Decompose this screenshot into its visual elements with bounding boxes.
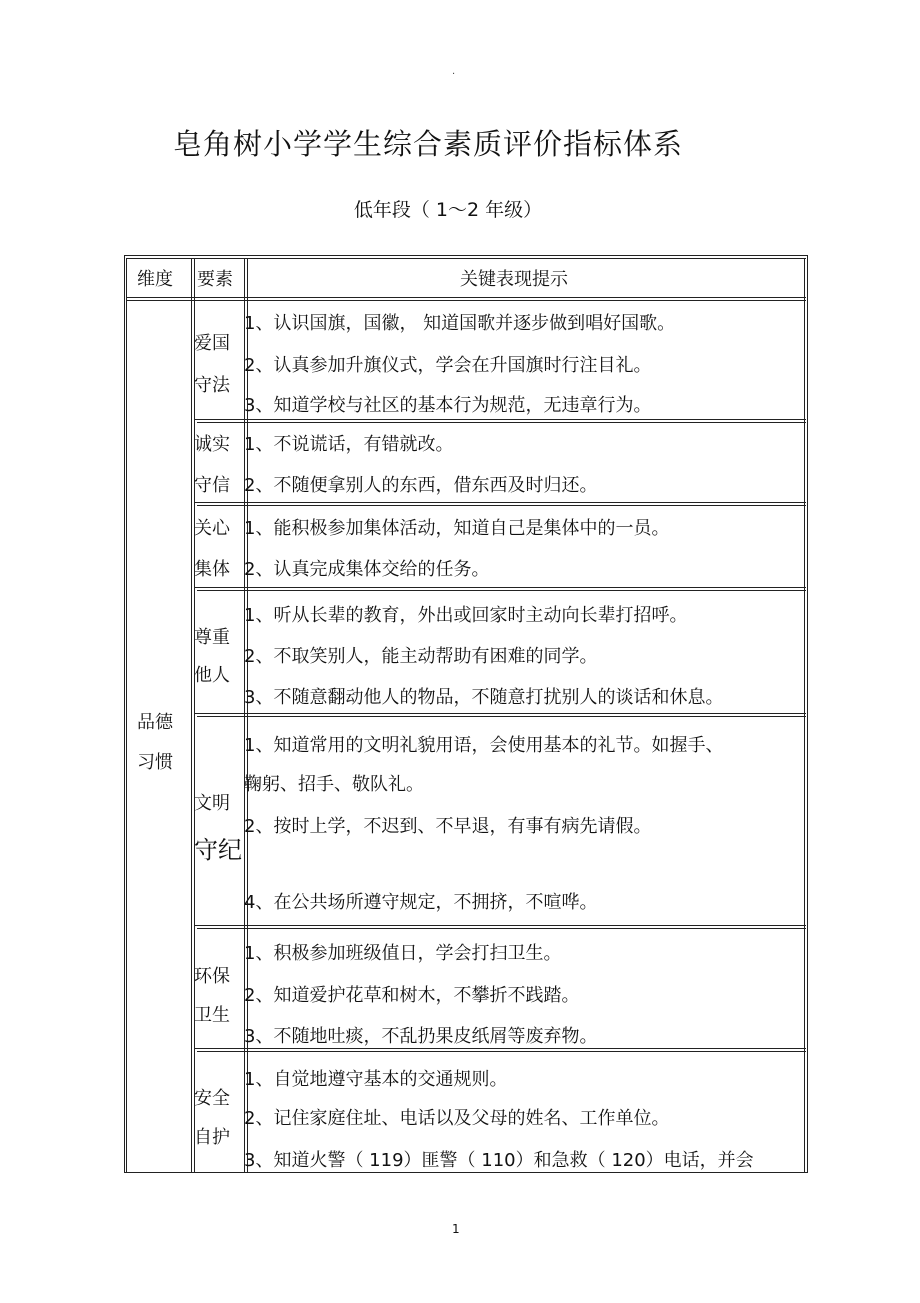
header-dimension: 维度 bbox=[137, 269, 173, 290]
page-subtitle: 低年段（ 1～2 年级） bbox=[353, 199, 543, 221]
element-label: 守法 bbox=[194, 375, 230, 396]
element-label: 安全 bbox=[194, 1088, 230, 1109]
page-title: 皂角树小学学生综合素质评价指标体系 bbox=[172, 127, 683, 161]
item-text: 1、知道常用的文明礼貌用语，会使用基本的礼节。如握手、 bbox=[244, 735, 724, 756]
item-text: 2、不随便拿别人的东西，借东西及时归还。 bbox=[244, 475, 598, 496]
element-label: 诚实 bbox=[194, 434, 230, 455]
element-label: 尊重 bbox=[194, 627, 230, 648]
header-element: 要素 bbox=[197, 269, 233, 290]
element-label: 守信 bbox=[194, 475, 230, 496]
dimension-label: 习惯 bbox=[137, 752, 173, 773]
evaluation-table bbox=[124, 255, 808, 1173]
item-text: 2、记住家庭住址、电话以及父母的姓名、工作单位。 bbox=[244, 1108, 670, 1129]
dimension-label: 品德 bbox=[137, 712, 173, 733]
element-label: 文明 bbox=[194, 793, 230, 814]
item-text: 3、知道火警（ 119）匪警（ 110）和急救（ 120）电话，并会 bbox=[244, 1150, 754, 1171]
item-text: 1、能积极参加集体活动，知道自己是集体中的一员。 bbox=[244, 518, 670, 539]
item-text: 4、在公共场所遵守规定，不拥挤，不喧哗。 bbox=[244, 892, 598, 913]
element-label: 守纪 bbox=[194, 836, 242, 864]
item-text: 2、不取笑别人，能主动帮助有困难的同学。 bbox=[244, 646, 598, 667]
item-text: 2、认真完成集体交给的任务。 bbox=[244, 559, 490, 580]
element-label: 卫生 bbox=[194, 1005, 230, 1026]
item-text: 1、积极参加班级值日，学会打扫卫生。 bbox=[244, 943, 562, 964]
header-mark: . bbox=[452, 66, 456, 77]
element-label: 自护 bbox=[194, 1127, 230, 1148]
page-number: 1 bbox=[452, 1222, 460, 1236]
item-text: 3、知道学校与社区的基本行为规范，无违章行为。 bbox=[244, 395, 652, 416]
item-text: 1、自觉地遵守基本的交通规则。 bbox=[244, 1069, 508, 1090]
element-label: 他人 bbox=[194, 665, 230, 686]
item-text: 1、认识国旗，国徽， 知道国歌并逐步做到唱好国歌。 bbox=[244, 313, 676, 334]
item-text: 鞠躬、招手、敬队礼。 bbox=[244, 774, 424, 795]
element-label: 关心 bbox=[194, 518, 230, 539]
item-text: 1、听从长辈的教育，外出或回家时主动向长辈打招呼。 bbox=[244, 605, 688, 626]
element-label: 环保 bbox=[194, 966, 230, 987]
element-label: 爱国 bbox=[194, 333, 230, 354]
element-label: 集体 bbox=[194, 559, 230, 580]
item-text: 1、不说谎话，有错就改。 bbox=[244, 434, 454, 455]
item-text: 2、按时上学，不迟到、不早退，有事有病先请假。 bbox=[244, 816, 652, 837]
item-text: 3、不随意翻动他人的物品，不随意打扰别人的谈话和休息。 bbox=[244, 687, 724, 708]
item-text: 3、不随地吐痰，不乱扔果皮纸屑等废弃物。 bbox=[244, 1026, 598, 1047]
header-key-performance: 关键表现提示 bbox=[460, 269, 568, 290]
item-text: 2、认真参加升旗仪式，学会在升国旗时行注目礼。 bbox=[244, 355, 652, 376]
item-text: 2、知道爱护花草和树木，不攀折不践踏。 bbox=[244, 985, 580, 1006]
